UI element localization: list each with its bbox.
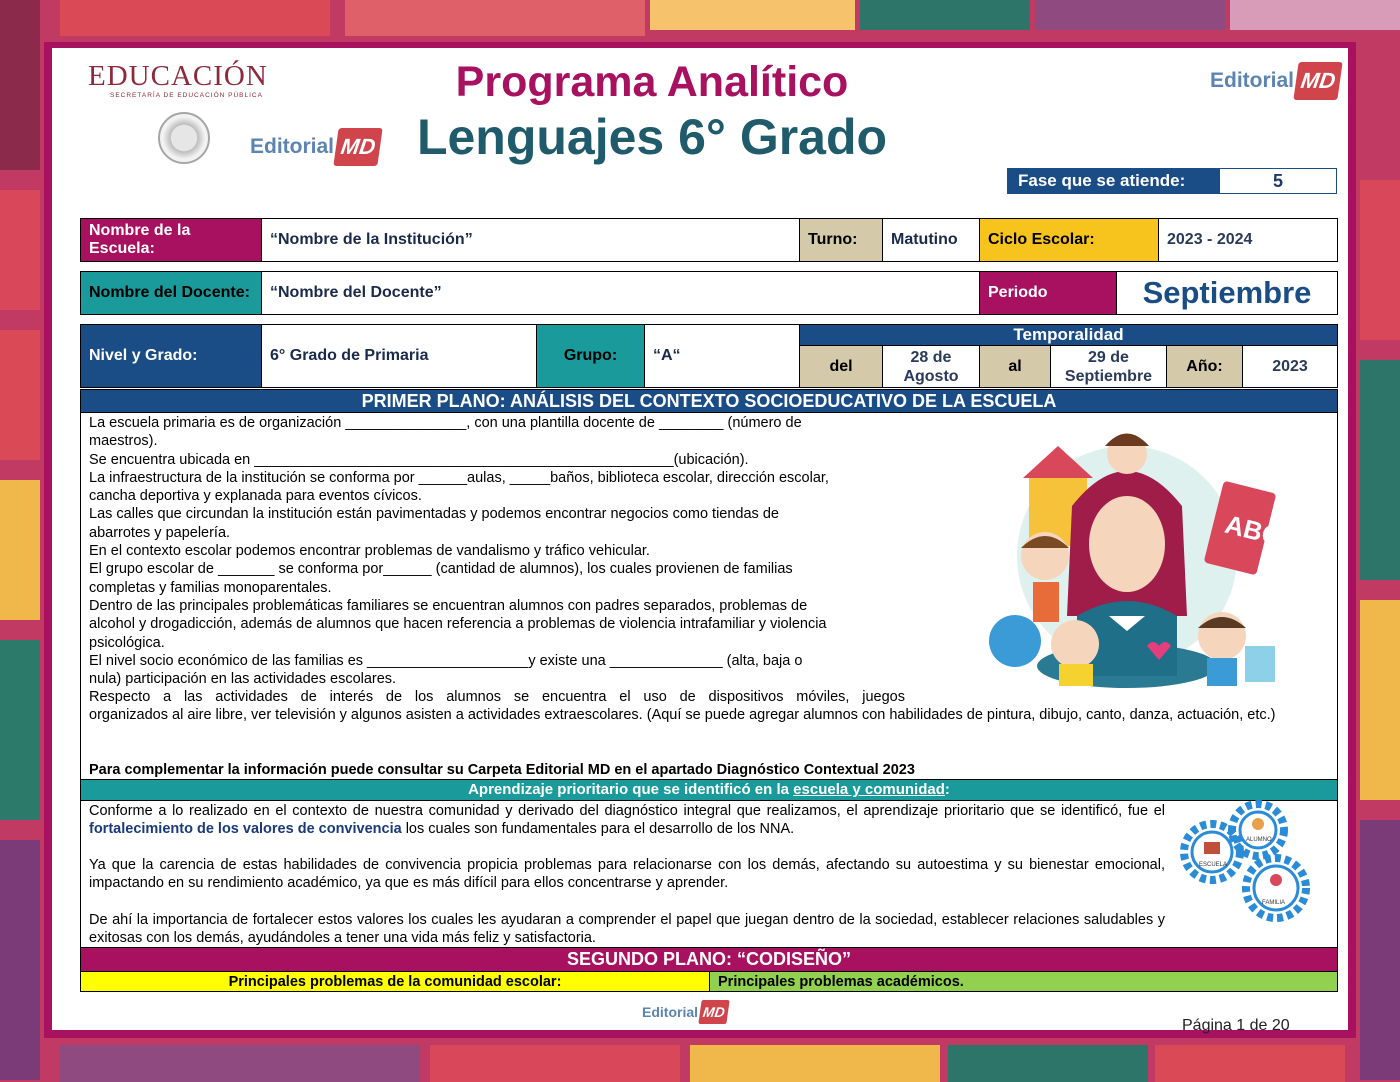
- baby-face: [1051, 620, 1099, 668]
- primer-plano-header: PRIMER PLANO: ANÁLISIS DEL CONTEXTO SOCIOEDUCATIVO DE LA ESCUELA: [80, 389, 1338, 413]
- ball-icon: [989, 615, 1041, 667]
- context-line: alcohol y drogadicción, además de alumnos que hacen referencia a problemas de violencia intrafamiliar y violencia: [89, 616, 827, 633]
- docente-value: “Nombre del Docente”: [261, 271, 980, 315]
- page-number: Página 1 de 20: [1182, 1017, 1290, 1034]
- periodo-label: Periodo: [979, 271, 1117, 315]
- temporalidad-header: Temporalidad: [799, 324, 1338, 346]
- nivel-value: 6° Grado de Primaria: [261, 324, 537, 388]
- context-line: psicológica.: [89, 634, 165, 651]
- boy-right-shirt: [1207, 658, 1237, 686]
- teacher-face: [1089, 496, 1165, 592]
- context-line: La escuela primaria es de organización _______________, con una plantilla docente de ________ (número de: [89, 415, 802, 431]
- periodo-value: Septiembre: [1116, 271, 1338, 315]
- editorial-logo-left: Editorial MD: [250, 128, 380, 166]
- diagnostico-note: Para complementar la información puede consultar su Carpeta Editorial MD en el apartado Diagnóstico Contextual 2023: [89, 762, 915, 778]
- boy-left-shirt: [1033, 582, 1059, 622]
- context-line: El nivel socio económico de las familias es ____________________y existe una ______________ (alta, baja o: [89, 652, 803, 669]
- context-line: cancha deportiva y explanada para eventos cívicos.: [89, 488, 422, 505]
- baby-shirt: [1059, 664, 1093, 686]
- editorial-logo-right: Editorial MD: [1210, 62, 1340, 100]
- del-value: 28 de Agosto: [882, 345, 980, 388]
- aprendizaje-p2: Ya que la carencia de estas habilidades de convivencia propicia problemas para relacionarse con los demás, afectando su autoestima y su bienestar emocional, impactando en su rendimiento académico, ya que es más difícil para ellos concentrarse y aprender.: [89, 857, 1165, 892]
- anio-value: 2023: [1242, 345, 1338, 388]
- gear-label-escuela: ESCUELA: [1199, 862, 1228, 868]
- page-subtitle: Lenguajes 6° Grado: [416, 109, 888, 165]
- segundo-plano-header: SEGUNDO PLANO: “CODISEÑO”: [80, 947, 1338, 972]
- abacus-icon: [1245, 646, 1275, 682]
- aprendizaje-header: Aprendizaje prioritario que se identificó en la escuela y comunidad:: [80, 779, 1338, 801]
- context-line: Las calles que circundan la institución están pavimentadas y podemos encontrar negocios como tiendas de: [89, 506, 779, 523]
- context-line: Dentro de las principales problemáticas familiares se encuentran alumnos con padres separados, problemas de: [89, 597, 808, 614]
- context-line: nula) participación en las actividades escolares.: [89, 671, 397, 688]
- context-line: maestros).: [89, 433, 158, 450]
- aprendizaje-p3: De ahí la importancia de fortalecer estos valores los cuales les ayudaran a comprender el papel que juegan dentro de la sociedad, establecer relaciones saludables y exitosas con los demás, ayudándoles a tener una vida más feliz y satisfactoria.: [89, 912, 1165, 947]
- grupo-label: Grupo:: [536, 324, 645, 388]
- fase-label: Fase que se atiende:: [1008, 169, 1220, 193]
- turno-value: Matutino: [882, 218, 980, 262]
- national-seal-icon: [158, 112, 210, 164]
- turno-label: Turno:: [799, 218, 883, 262]
- page-title: Programa Analítico: [455, 58, 849, 106]
- primer-plano-lines: [89, 414, 919, 688]
- al-value: 29 de Septiembre: [1050, 345, 1167, 388]
- grupo-value: “A“: [644, 324, 800, 388]
- context-last-paragraph: [89, 688, 1325, 706]
- escuela-value: “Nombre de la Institución”: [261, 218, 800, 262]
- fase-value: 5: [1272, 171, 1283, 191]
- nivel-label: Nivel y Grado:: [80, 324, 262, 388]
- ciclo-label: Ciclo Escolar:: [979, 218, 1159, 262]
- abc-letters: ABC: [1222, 508, 1284, 552]
- aprendizaje-p1: Conforme a lo realizado en el contexto de nuestra comunidad y derivado del diagnóstico integral que realizamos, el aprendizaje prioritario que se identificó, fue el fortalecimiento de los valores de convivencia los cuales son fundamentales para el desarrollo de los NNA.: [89, 803, 1165, 838]
- ciclo-value: 2023 - 2024: [1158, 218, 1338, 262]
- context-last-line-1: Respecto a las actividades de interés de los alumnos se encuentra el uso de dispositivos móviles, juegos: [89, 689, 905, 705]
- problemas-comunidad-header: Principales problemas de la comunidad escolar:: [80, 971, 710, 992]
- escuela-comunidad-link: escuela y comunidad: [793, 781, 945, 798]
- editorial-logo-footer: Editorial MD: [642, 1000, 728, 1024]
- document-page: [52, 48, 1348, 1034]
- context-line: Se encuentra ubicada en ____________________________________________________(ubicación).: [89, 451, 749, 468]
- valores-convivencia-highlight: fortalecimiento de los valores de convivencia: [89, 821, 402, 838]
- girl-top-hair: [1105, 434, 1149, 447]
- educacion-logo: EDUCACIÓN: [88, 60, 268, 92]
- gears-illustration: [1180, 800, 1320, 926]
- context-line: El grupo escolar de _______ se conforma por______ (cantidad de alumnos), los cuales provienen de familias: [89, 561, 793, 578]
- context-line: completas y familias monoparentales.: [89, 579, 332, 596]
- teacher-children-illustration: [977, 416, 1284, 686]
- gear-label-familia: FAMILIA: [1262, 900, 1286, 906]
- context-last-paragraph-rest: organizados al aire libre, ver televisión y algunos asisten a actividades extraescolares. (Aquí se puede agregar alumnos con habilidades de pintura, dibujo, canto, danza, actuación, etc.): [89, 707, 1276, 723]
- context-line: La infraestructura de la institución se conforma por ______aulas, _____baños, biblioteca escolar, dirección escolar,: [89, 469, 829, 486]
- del-label: del: [799, 345, 883, 388]
- escuela-label: Nombre de la Escuela:: [80, 218, 262, 262]
- fase-box: [1007, 168, 1337, 194]
- document-frame: [44, 42, 1356, 1038]
- gear-label-alumno: ALUMNO: [1246, 837, 1272, 843]
- context-line: En el contexto escolar podemos encontrar problemas de vandalismo y tráfico vehicular.: [89, 543, 650, 560]
- docente-label: Nombre del Docente:: [80, 271, 262, 315]
- al-label: al: [979, 345, 1051, 388]
- educacion-logo-subtitle: SECRETARÍA DE EDUCACIÓN PÚBLICA: [110, 92, 263, 99]
- anio-label: Año:: [1166, 345, 1243, 388]
- problemas-academicos-header: Principales problemas académicos.: [709, 971, 1338, 992]
- context-line: abarrotes y papelería.: [89, 524, 231, 541]
